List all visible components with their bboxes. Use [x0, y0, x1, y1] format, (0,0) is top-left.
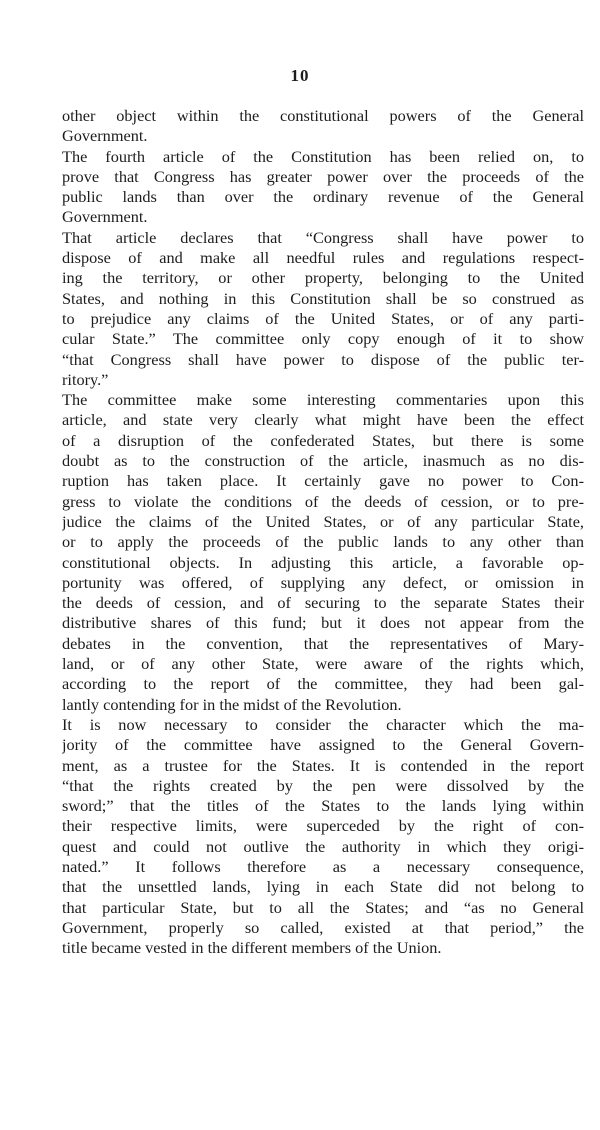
text-line: gress to violate the conditions of the deeds of cession, or to pre-: [62, 491, 584, 511]
text-line: jority of the committee have assigned to the General Govern-: [62, 735, 584, 755]
text-line: according to the report of the committee, they had been gal-: [62, 674, 584, 694]
text-line: other object within the constitutional powers of the General: [62, 106, 584, 125]
text-line: land, or of any other State, were aware of the rights which,: [62, 654, 584, 674]
text-line: cular State.” The committee only copy enough of it to show: [62, 329, 584, 349]
text-line: constitutional objects. In adjusting this article, a favorable op-: [62, 552, 584, 572]
text-line: The fourth article of the Constitution has been relied on, to: [62, 146, 584, 166]
text-line: ing the territory, or other property, belonging to the United: [62, 268, 584, 288]
text-line: article, and state very clearly what might have been the effect: [62, 410, 584, 430]
body-text: [62, 106, 584, 958]
text-line: “that the rights created by the pen were dissolved by the: [62, 775, 584, 795]
text-line: title became vested in the different members of the Union.: [62, 938, 442, 958]
text-line: doubt as to the construction of the article, inasmuch as no dis-: [62, 451, 584, 471]
text-line: to prejudice any claims of the United States, or of any parti-: [62, 308, 584, 328]
text-line: or to apply the proceeds of the public lands to any other than: [62, 532, 584, 552]
text-line: prove that Congress has greater power over the proceeds of the: [62, 166, 584, 186]
text-line: public lands than over the ordinary revenue of the General: [62, 187, 584, 207]
text-line: nated.” It follows therefore as a necessary consequence,: [62, 856, 584, 876]
text-line: sword;” that the titles of the States to the lands lying within: [62, 796, 584, 816]
text-line: It is now necessary to consider the character which the ma-: [62, 714, 584, 734]
text-line: dispose of and make all needful rules and regulations respect-: [62, 248, 584, 268]
text-line: their respective limits, were superceded by the right of con-: [62, 816, 584, 836]
text-line: ritory.”: [62, 369, 109, 389]
text-line: ment, as a trustee for the States. It is contended in the report: [62, 755, 584, 775]
text-line: The committee make some interesting commentaries upon this: [62, 390, 584, 410]
text-line: Government.: [62, 126, 148, 146]
text-line: Government, properly so called, existed at that period,” the: [62, 917, 584, 937]
text-line: of a disruption of the confederated States, but there is some: [62, 430, 584, 450]
text-line: quest and could not outlive the authority in which they origi-: [62, 836, 584, 856]
text-line: States, and nothing in this Constitution shall be so construed as: [62, 288, 584, 308]
text-line: lantly contending for in the midst of the Revolution.: [62, 694, 402, 714]
text-line: the deeds of cession, and of securing to the separate States their: [62, 593, 584, 613]
text-line: Government.: [62, 207, 148, 227]
text-line: “that Congress shall have power to dispose of the public ter-: [62, 349, 584, 369]
text-line: That article declares that “Congress shall have power to: [62, 227, 584, 247]
text-line: portunity was offered, of supplying any defect, or omission in: [62, 572, 584, 592]
text-line: that the unsettled lands, lying in each State did not belong to: [62, 877, 584, 897]
text-line: distributive shares of this fund; but it does not appear from the: [62, 613, 584, 633]
text-line: judice the claims of the United States, or of any particular State,: [62, 511, 584, 531]
page-number: 10: [290, 66, 310, 85]
text-line: debates in the convention, that the representatives of Mary-: [62, 633, 584, 653]
text-line: that particular State, but to all the States; and “as no General: [62, 897, 584, 917]
text-line: ruption has taken place. It certainly gave no power to Con-: [62, 471, 584, 491]
